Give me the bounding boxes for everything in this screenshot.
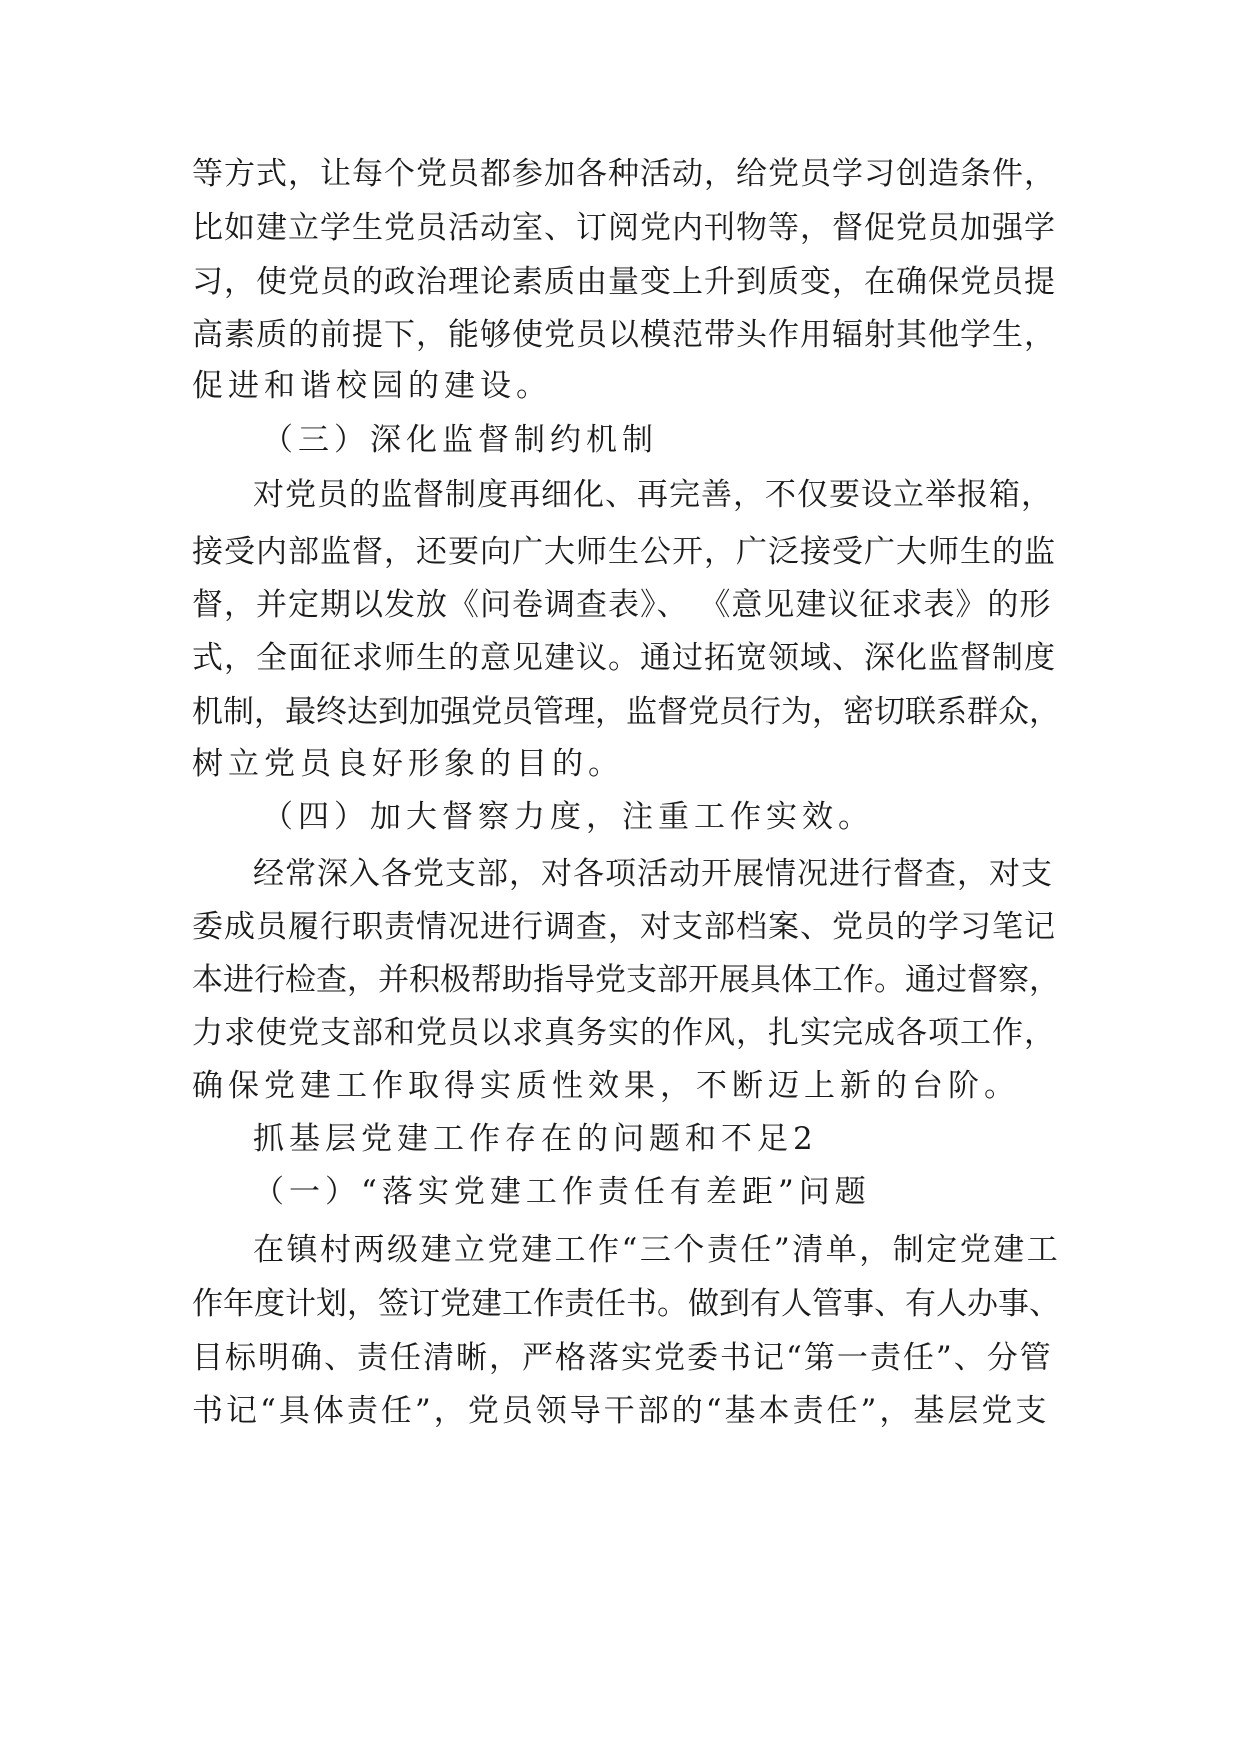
text-line: 机制，最终达到加强党员管理，监督党员行为，密切联系群众， xyxy=(192,694,1060,730)
text-line: 督，并定期以发放《问卷调查表》、 《意见建议征求表》的形 xyxy=(192,587,1052,623)
text-line: 等方式，让每个党员都参加各种活动，给党员学习创造条件， xyxy=(192,156,1056,192)
text-line: 习，使党员的政治理论素质由量变上升到质变，在确保党员提 xyxy=(192,264,1056,300)
text-line: 接受内部监督，还要向广大师生公开，广泛接受广大师生的监 xyxy=(192,534,1056,570)
text-line: 力求使党支部和党员以求真务实的作风，扎实完成各项工作， xyxy=(192,1015,1056,1051)
text-line: 比如建立学生党员活动室、订阅党内刊物等，督促党员加强学 xyxy=(192,210,1056,246)
section-heading: （一）“落实党建工作责任有差距”问题 xyxy=(253,1174,871,1210)
text-line: 委成员履行职责情况进行调查，对支部档案、党员的学习笔记 xyxy=(192,909,1056,945)
section-heading: （四）加大督察力度，注重工作实效。 xyxy=(262,799,874,835)
text-line: 树立党员良好形象的目的。 xyxy=(192,746,624,782)
text-line: 高素质的前提下，能够使党员以模范带头作用辐射其他学生， xyxy=(192,317,1056,353)
paragraph-first-line: 在镇村两级建立党建工作“三个责任”清单，制定党建工 xyxy=(253,1232,1061,1268)
paragraph-first-line: 对党员的监督制度再细化、再完善，不仅要设立举报箱， xyxy=(253,477,1053,513)
text-line: 确保党建工作取得实质性效果，不断迈上新的台阶。 xyxy=(192,1068,1020,1104)
section-title: 抓基层党建工作存在的问题和不足2 xyxy=(253,1121,818,1157)
text-line: 促进和谐校园的建设。 xyxy=(192,368,552,404)
text-line: 本进行检查，并积极帮助指导党支部开展具体工作。通过督察， xyxy=(192,962,1060,998)
paragraph-first-line: 经常深入各党支部，对各项活动开展情况进行督查，对支 xyxy=(253,856,1053,892)
text-line: 书记“具体责任”，党员领导干部的“基本责任”，基层党支 xyxy=(192,1393,1050,1429)
text-line: 作年度计划，签订党建工作责任书。做到有人管事、有人办事、 xyxy=(192,1286,1060,1322)
text-line: 式，全面征求师生的意见建议。通过拓宽领域、深化监督制度 xyxy=(192,640,1056,676)
section-heading: （三）深化监督制约机制 xyxy=(262,422,658,458)
text-line: 目标明确、责任清晰，严格落实党委书记“第一责任”、分管 xyxy=(192,1340,1053,1376)
